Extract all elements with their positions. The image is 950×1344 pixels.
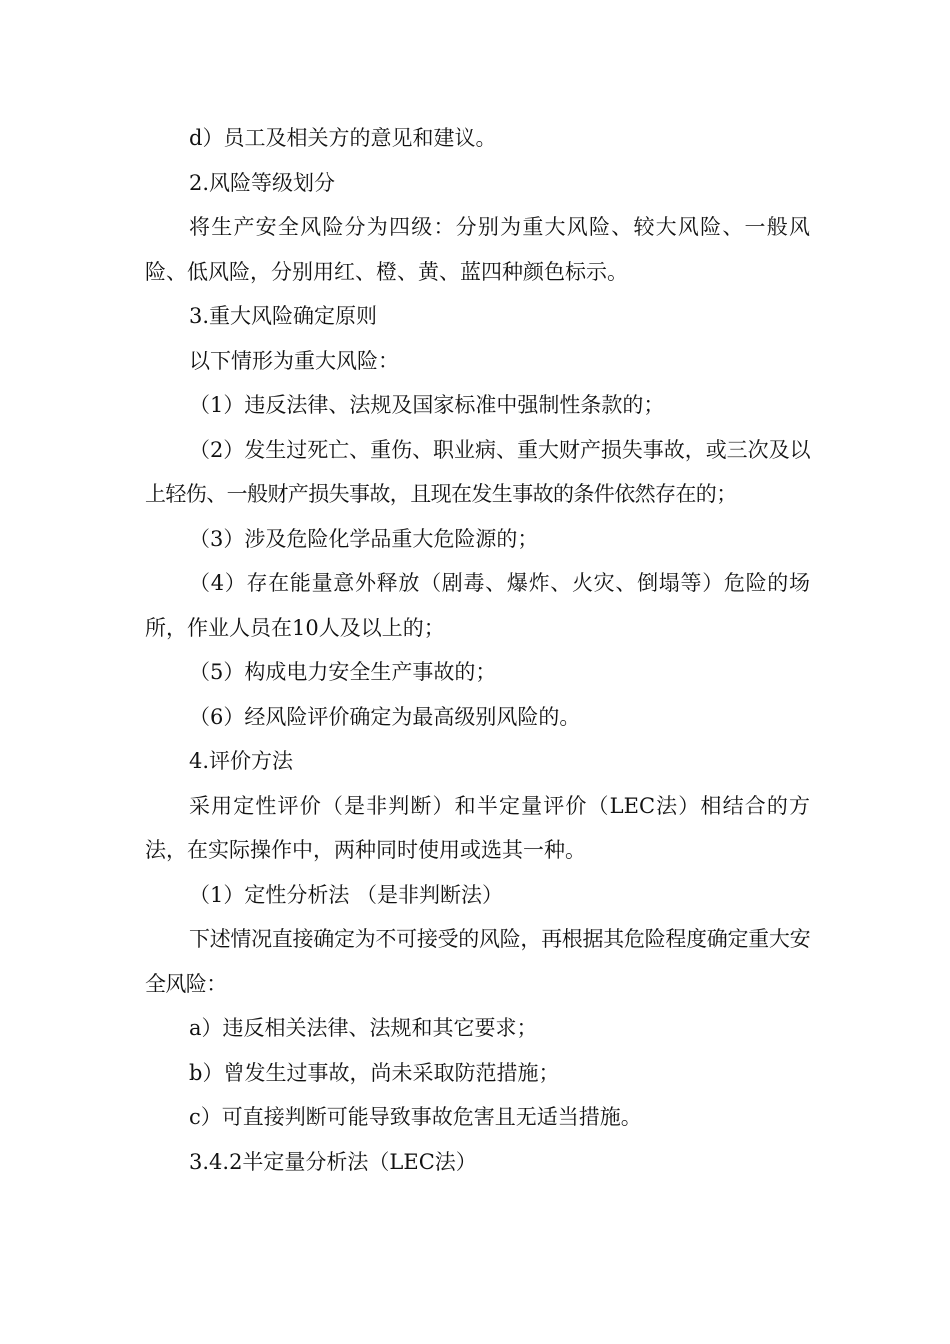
paragraph-major-risk-intro: 以下情形为重大风险：: [189, 348, 399, 373]
paragraph-unacceptable-risk: 下述情况直接确定为不可接受的风险，再根据其危险程度确定重大安全风险：: [145, 927, 810, 996]
heading-qualitative-analysis: （1）定性分析法 （是非判断法）: [189, 882, 504, 907]
heading-risk-levels: 2.风险等级划分: [189, 170, 336, 195]
heading-evaluation-methods: 4.评价方法: [189, 749, 294, 773]
list-item-3: （3）涉及危险化学品重大危险源的；: [189, 526, 539, 551]
paragraph-risk-levels: 将生产安全风险分为四级：分别为重大风险、较大风险、一般风险、低风险，分别用红、橙、黄、蓝四种颜色标示。: [145, 215, 810, 284]
heading-major-risk-principles: 3.重大风险确定原则: [189, 304, 378, 328]
heading-lec-method: 3.4.2半定量分析法（LEC法）: [189, 1149, 477, 1174]
list-item-b: b）曾发生过事故，尚未采取防范措施；: [189, 1060, 560, 1085]
list-item-2: （2）发生过死亡、重伤、职业病、重大财产损失事故，或三次及以上轻伤、一般财产损失事故，且现在发生事故的条件依然存在的；: [145, 437, 810, 506]
document-body: [145, 116, 810, 1184]
list-item-c: c）可直接判断可能导致事故危害且无适当措施。: [189, 1105, 642, 1129]
list-item-1: （1）违反法律、法规及国家标准中强制性条款的；: [189, 393, 665, 417]
list-item-a: a）违反相关法律、法规和其它要求；: [189, 1016, 538, 1040]
list-item-4: （4）存在能量意外释放（剧毒、爆炸、火灾、倒塌等）危险的场所，作业人员在10人及以上的；: [145, 571, 810, 640]
paragraph-opinions: d）员工及相关方的意见和建议。: [189, 126, 497, 150]
list-item-6: （6）经风险评价确定为最高级别风险的。: [189, 704, 581, 729]
list-item-5: （5）构成电力安全生产事故的；: [189, 660, 497, 684]
paragraph-evaluation-methods: 采用定性评价（是非判断）和半定量评价（LEC法）相结合的方法，在实际操作中，两种同时使用或选其一种。: [145, 793, 810, 862]
